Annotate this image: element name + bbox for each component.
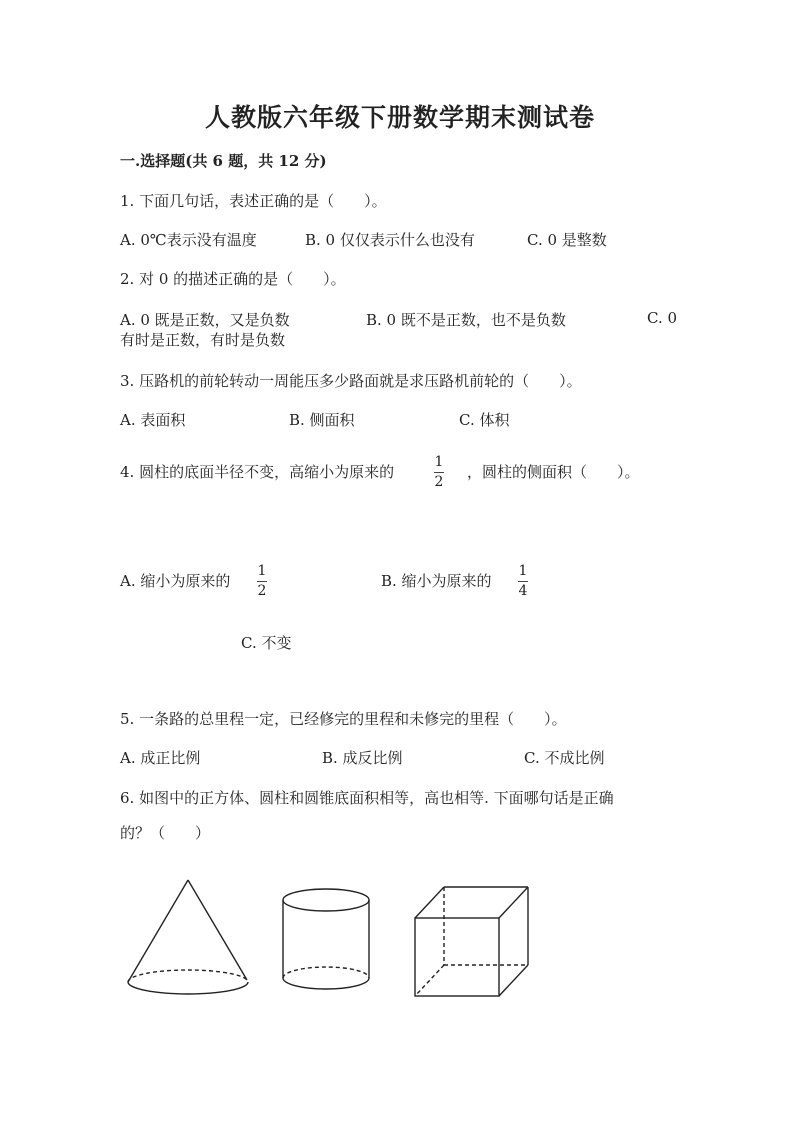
fraction-denominator: 2	[434, 474, 444, 490]
fraction-bar	[257, 581, 267, 582]
question-4-stem-end: ，圆柱的侧面积（ ）。	[467, 463, 640, 481]
question-2-option-b[interactable]: B. 0 既不是正数，也不是负数	[366, 311, 566, 329]
question-5-stem: 5. 一条路的总里程一定，已经修完的里程和未修完的里程（ ）。	[120, 710, 567, 728]
fraction-denominator: 2	[257, 583, 267, 599]
cone-figure	[128, 880, 248, 994]
question-4-fraction	[434, 455, 444, 490]
question-1-stem: 1. 下面几句话，表述正确的是（ ）。	[120, 192, 387, 210]
fraction-denominator: 4	[518, 583, 528, 599]
question-1-option-c[interactable]: C. 0 是整数	[527, 231, 607, 249]
question-5-option-a[interactable]: A. 成正比例	[120, 749, 201, 767]
cylinder-figure	[283, 889, 369, 989]
cube-figure	[415, 887, 528, 996]
page-title: 人教版六年级下册数学期末测试卷	[204, 103, 595, 132]
question-4-option-c[interactable]: C. 不变	[241, 634, 292, 652]
question-4-option-a[interactable]: A. 缩小为原来的	[120, 572, 231, 590]
question-3-option-c[interactable]: C. 体积	[459, 411, 510, 429]
section-heading: 一.选择题(共 6 题，共 12 分)	[120, 152, 327, 170]
question-2-option-a[interactable]: A. 0 既是正数，又是负数	[120, 311, 290, 329]
question-4-option-b-fraction	[518, 564, 528, 599]
fraction-numerator: 1	[257, 563, 267, 579]
question-3-option-b[interactable]: B. 侧面积	[289, 411, 355, 429]
question-5-option-b[interactable]: B. 成反比例	[322, 749, 403, 767]
fraction-bar	[518, 581, 528, 582]
question-3-stem: 3. 压路机的前轮转动一周能压多少路面就是求压路机前轮的（ ）。	[120, 372, 582, 390]
geometry-figures	[118, 870, 538, 1010]
question-2-option-c-continued: 有时是正数，有时是负数	[120, 331, 286, 349]
fraction-bar	[434, 472, 444, 473]
question-1-option-a[interactable]: A. 0℃表示没有温度	[120, 231, 257, 249]
question-6-stem-continued: 的？（ ）	[120, 824, 211, 842]
question-5-option-c[interactable]: C. 不成比例	[524, 749, 605, 767]
question-1-option-b[interactable]: B. 0 仅仅表示什么也没有	[305, 231, 475, 249]
question-2-stem: 2. 对 0 的描述正确的是（ ）。	[120, 270, 346, 288]
fraction-numerator: 1	[518, 563, 528, 579]
question-4-option-b[interactable]: B. 缩小为原来的	[381, 572, 492, 590]
question-3-option-a[interactable]: A. 表面积	[120, 411, 186, 429]
question-2-option-c[interactable]: C. 0	[647, 309, 678, 327]
question-4-stem: 4. 圆柱的底面半径不变，高缩小为原来的	[120, 463, 395, 481]
question-6-stem: 6. 如图中的正方体、圆柱和圆锥底面积相等，高也相等. 下面哪句话是正确	[120, 789, 614, 807]
fraction-numerator: 1	[434, 454, 444, 470]
question-4-option-a-fraction	[257, 564, 267, 599]
